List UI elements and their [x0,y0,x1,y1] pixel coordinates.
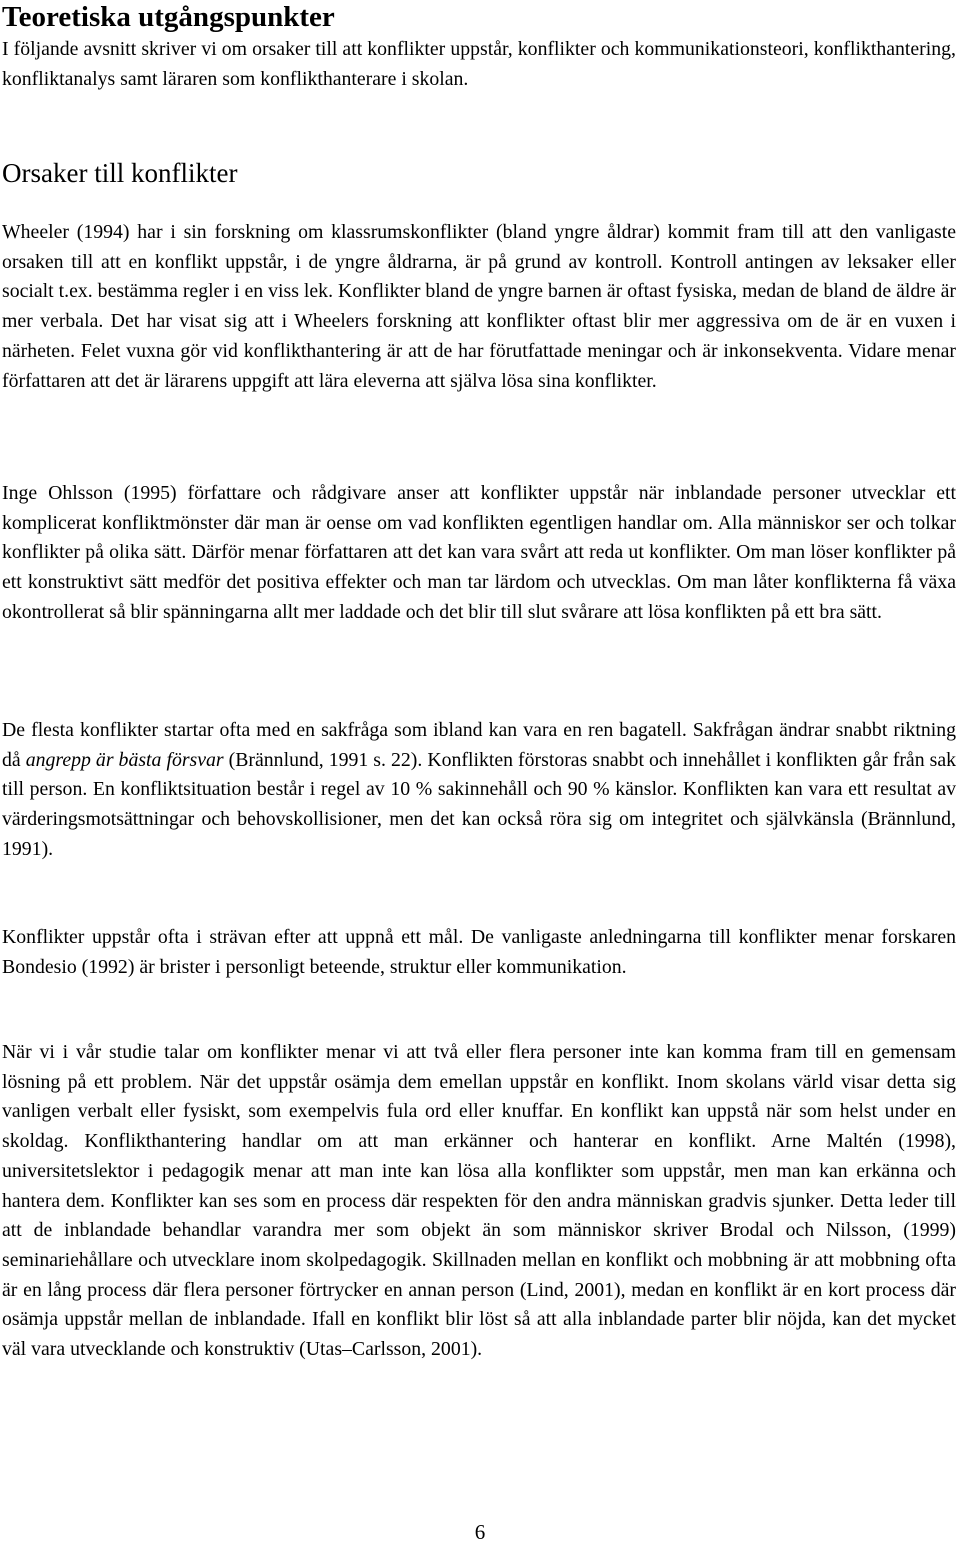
paragraph-sakfraga-text-2: (Brännlund, 1991 s. 22). Konflikten förstoras snabbt och innehållet i konflikten går från sak till person. En konfliktsituation består i regel av 10 % sakinnehåll och 90 % känslor. Konflikten kan vara ett resultat av värderingsmotsättningar och behovskollisioner, men det kan också röra sig om integritet och självkänsla (Brännlund, 1991). [2,748,956,860]
paragraph-wheeler: Wheeler (1994) har i sin forskning om klassrumskonflikter (bland yngre åldrar) kommit fram till att den vanligaste orsaken till att en konflikt uppstår, i de yngre åldrarna, är på grund av kontroll. Kontroll antingen av leksaker eller socialt t.ex. bestämma regler i en viss lek. Konflikter bland de yngre barnen är oftast fysiska, medan de bland de äldre är mer verbala. Det har visat sig att i Wheelers forskning att konflikter oftast blir mer aggressiva om de är en vuxen i närheten. Felet vuxna gör vid konflikthantering är att de har förutfattade meningar och är inkonsekventa. Vidare menar författaren att det är lärarens uppgift att lära eleverna att själva lösa sina konflikter. [2,221,956,392]
paragraph-sakfraga [2,716,956,865]
paragraph-bondesio: Konflikter uppstår ofta i strävan efter att uppnå ett mål. De vanligaste anledningarna till konflikter menar forskaren Bondesio (1992) är brister i personligt beteende, struktur eller kommunikation. [2,926,956,978]
subsection-title: Orsaker till konflikter [2,158,238,188]
paragraph-ohlsson: Inge Ohlsson (1995) författare och rådgivare anser att konflikter uppstår när inblandade personer utvecklar ett komplicerat konfliktmönster där man är oense om vad konflikten egentligen handlar om. Alla människor ser och tolkar konflikter på olika sätt. Därför menar författaren att det kan vara svårt att reda ut konflikter. Om man löser konflikter på ett konstruktivt sätt medför det positiva effekter och man tar lärdom och utvecklas. Om man låter konflikterna få växa okontrollerat så blir spänningarna allt mer laddade och det blir till slut svårare att lösa konflikten på ett bra sätt. [2,482,956,623]
section-title: Teoretiska utgångspunkter [2,1,335,33]
paragraph-sakfraga-text-1: De flesta konflikter startar ofta med en sakfråga som ibland kan vara en ren bagatell. Sakfrågan ändrar snabbt riktning då [2,719,956,771]
paragraph-sakfraga-italic: angrepp är bästa försvar [25,748,224,771]
intro-paragraph: I följande avsnitt skriver vi om orsaker till att konflikter uppstår, konflikter och kommunikationsteori, konflikthantering, konfliktanalys samt läraren som konflikthanterare i skolan. [2,38,956,90]
paragraph-definition: När vi i vår studie talar om konflikter menar vi att två eller flera personer inte kan komma fram till en gemensam lösning på ett problem. När det uppstår osämja dem emellan uppstår en konflikt. Inom skolans värld visar detta sig vanligen verbalt eller fysiskt, som exempelvis fula ord eller knuffar. En konflikt kan uppstå när som helst under en skoldag. Konflikthantering handlar om att man erkänner och hanterar en konflikt. Arne Maltén (1998), universitetslektor i pedagogik menar att man inte kan lösa alla konflikter som uppstår, men man kan erkänna och hantera dem. Konflikter kan ses som en process där respekten för den andra människan gradvis sjunker. Detta leder till att de inblandade behandlar varandra mer som objekt än som människor skriver Brodal och Nilsson, (1999) seminariehållare och utvecklare inom skolpedagogik. Skillnaden mellan en konflikt och mobbning är att mobbning ofta är en lång process där flera personer förtrycker en annan person (Lind, 2001), medan en konflikt är en kort process där osämja uppstår mellan de inblandade. Ifall en konflikt blir löst så att alla inblandade parter blir nöjda, kan det mycket väl vara utvecklande och konstruktiv (Utas–Carlsson, 2001). [2,1041,956,1361]
page-number: 6 [474,1520,486,1544]
